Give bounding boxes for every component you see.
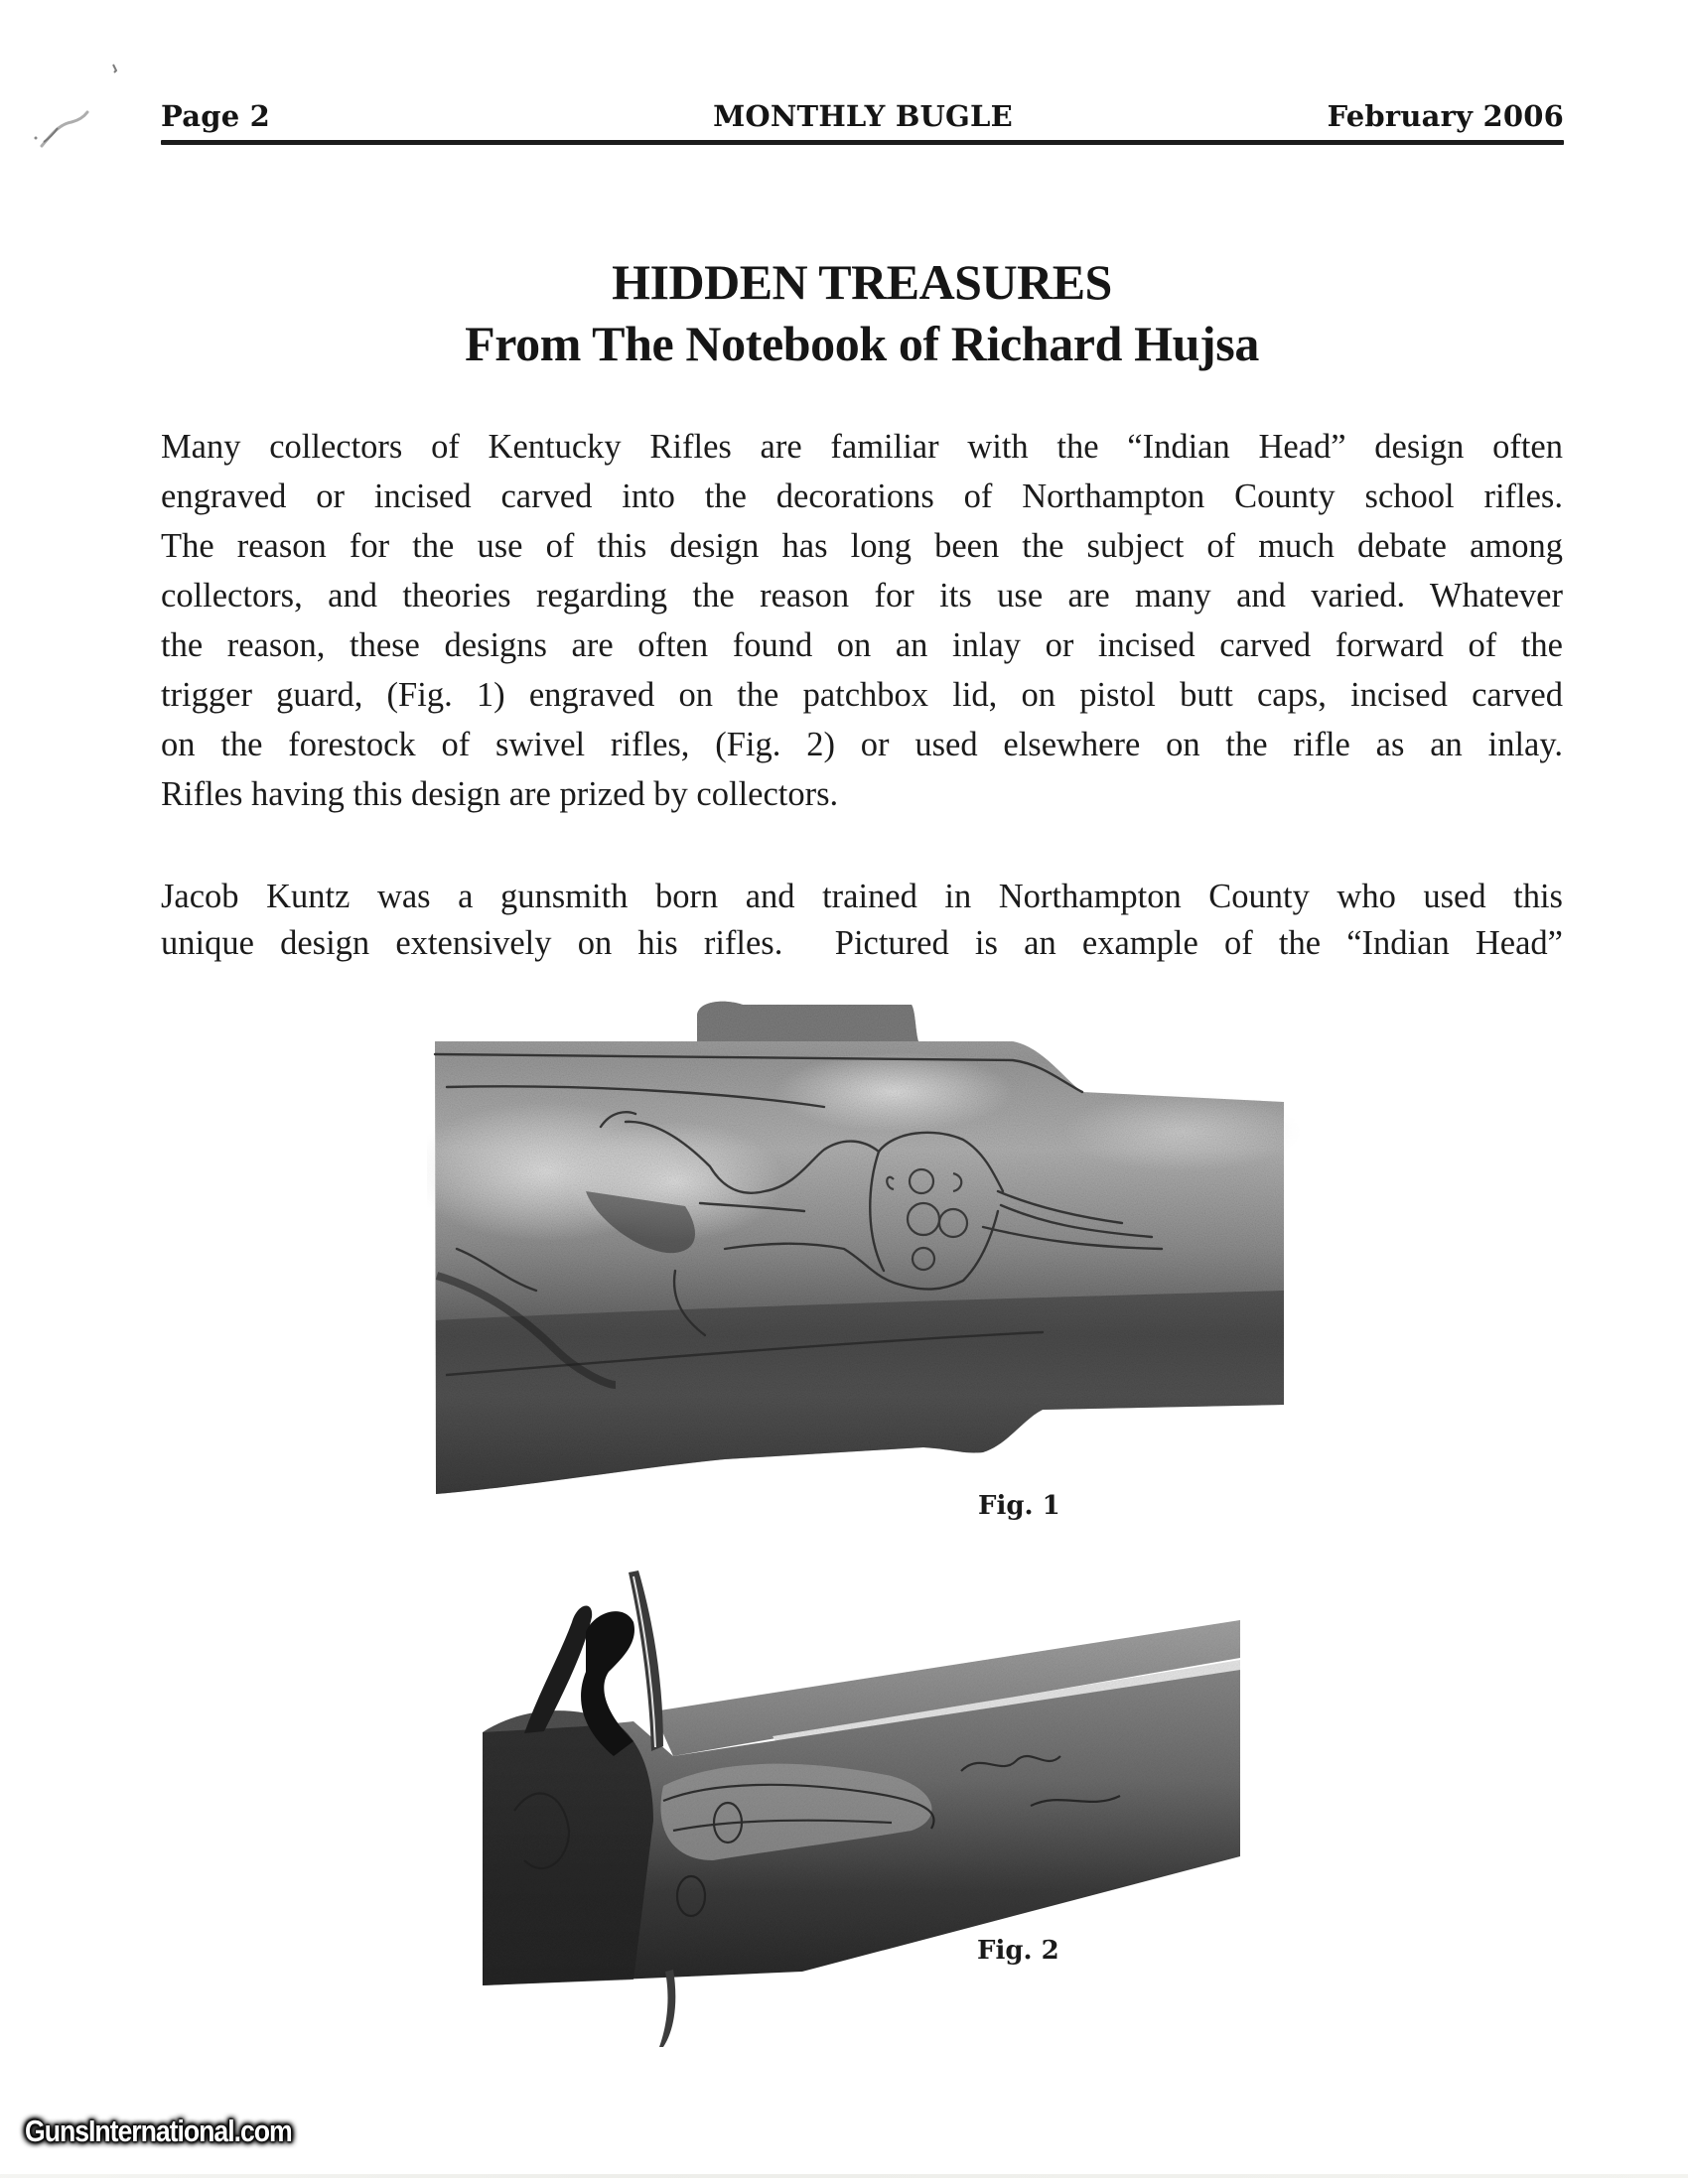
page-number: Page 2 [161,99,271,133]
figure-2-caption: Fig. 2 [977,1936,1059,1966]
watermark-logo: GunsInternational.com [25,2114,292,2148]
paragraph-line: Rifles having this design are prized by collectors. [161,775,839,813]
paragraph-line: Many collectors of Kentucky Rifles are familiar with the “Indian Head” design often [161,428,1563,466]
figure-2-photo [475,1563,1249,2049]
figure-1-photo [427,993,1301,1509]
paragraph-line: Jacob Kuntz was a gunsmith born and trained in Northampton County who used this [161,878,1563,915]
paragraph-line: collectors, and theories regarding the reason for its use are many and varied. Whatever [161,577,1563,614]
header-rule [161,140,1564,145]
paragraph-line: unique design extensively on his rifles. Pictured is an example of the “Indian Head” [161,924,1563,962]
paragraph-line: the reason, these designs are often found on an inlay or incised carved forward of the [161,626,1563,664]
figure-1-caption: Fig. 1 [978,1491,1060,1521]
paragraph [161,422,1563,819]
article-subtitle: From The Notebook of Richard Hujsa [465,316,1259,371]
paragraph [161,874,1563,967]
paragraph-line: on the forestock of swivel rifles, (Fig. 2) or used elsewhere on the rifle as an inlay. [161,726,1563,763]
issue-date: February 2006 [1327,99,1564,133]
paragraph-line: The reason for the use of this design has long been the subject of much debate among [161,527,1563,565]
scan-bottom-edge [0,2174,1688,2178]
paragraph-line: engraved or incised carved into the decorations of Northampton County school rifles. [161,478,1563,515]
paragraph-line: trigger guard, (Fig. 1) engraved on the patchbox lid, on pistol butt caps, incised carved [161,676,1563,714]
article-title: HIDDEN TREASURES [612,254,1112,310]
publication-name: MONTHLY BUGLE [713,99,1013,133]
